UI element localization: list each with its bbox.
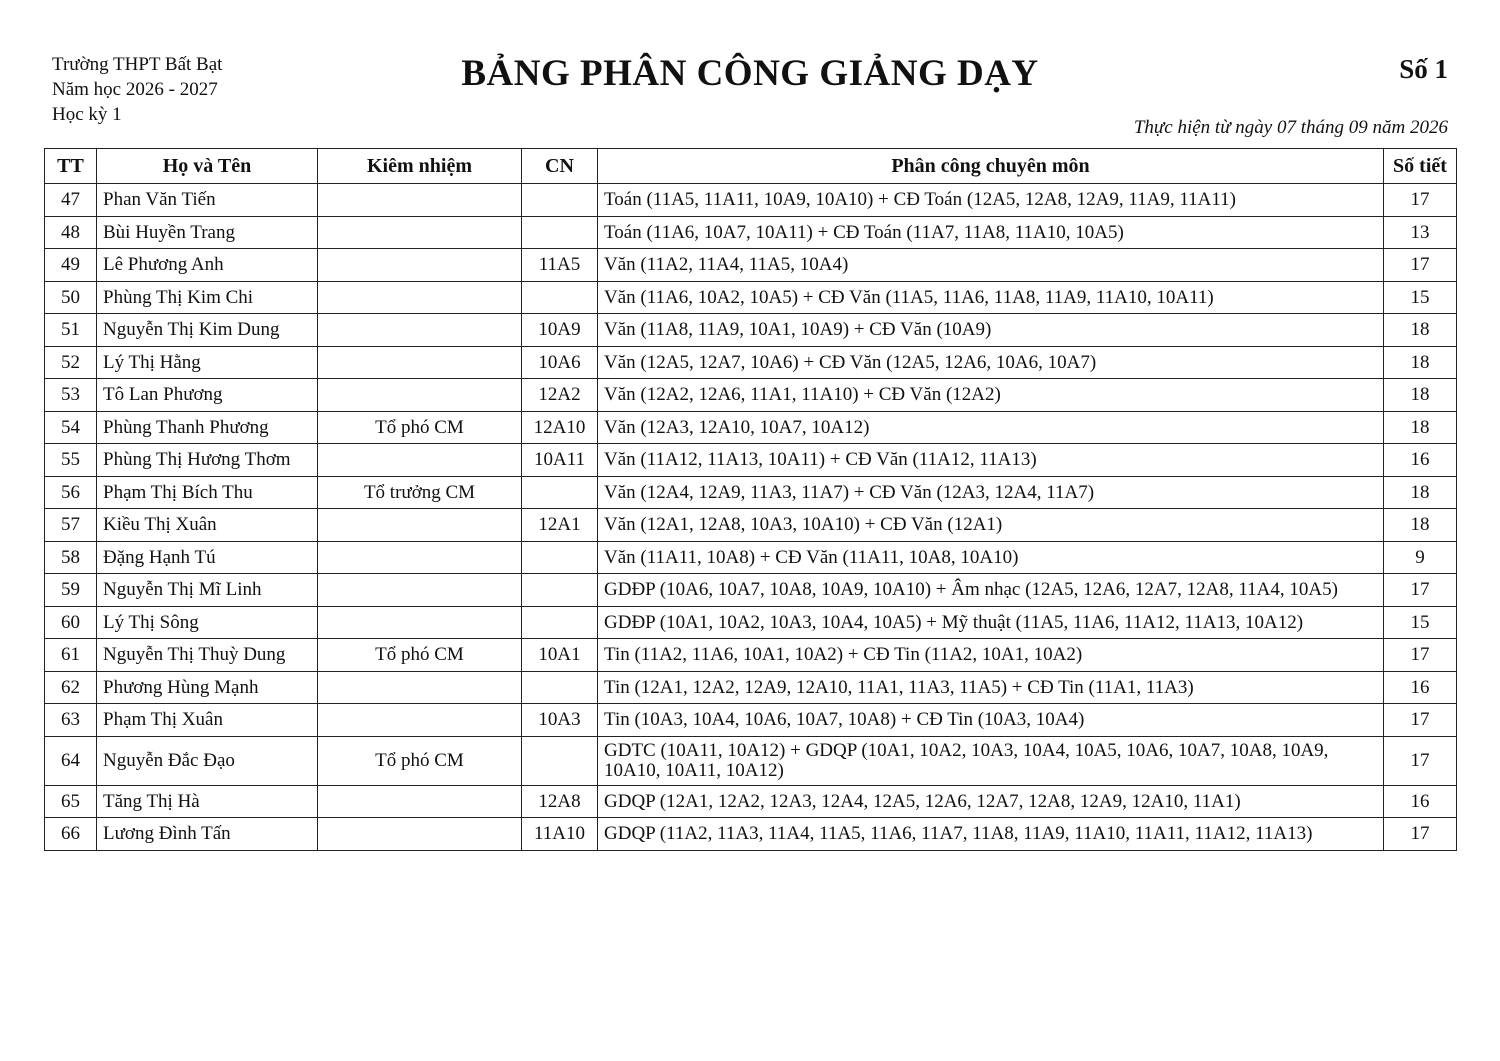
cell-homeroom: 10A11 xyxy=(522,444,598,477)
cell-extra-role: Tổ phó CM xyxy=(318,411,522,444)
cell-name: Nguyễn Thị Thuỳ Dung xyxy=(97,639,318,672)
cell-tt: 55 xyxy=(45,444,97,477)
effective-date: Thực hiện từ ngày 07 tháng 09 năm 2026 xyxy=(1133,117,1448,138)
cell-periods: 18 xyxy=(1384,476,1457,509)
col-header-homeroom: CN xyxy=(522,149,598,184)
cell-extra-role xyxy=(318,509,522,542)
cell-extra-role xyxy=(318,574,522,607)
table-row xyxy=(45,476,1457,509)
cell-extra-role: Tổ trưởng CM xyxy=(318,476,522,509)
table-row xyxy=(45,574,1457,607)
cell-name: Nguyễn Đắc Đạo xyxy=(97,736,318,785)
cell-periods: 17 xyxy=(1384,249,1457,282)
cell-tt: 57 xyxy=(45,509,97,542)
cell-periods: 17 xyxy=(1384,639,1457,672)
cell-assignment: Văn (11A8, 11A9, 10A1, 10A9) + CĐ Văn (10A9) xyxy=(598,314,1384,347)
cell-homeroom xyxy=(522,574,598,607)
cell-periods: 15 xyxy=(1384,281,1457,314)
cell-tt: 54 xyxy=(45,411,97,444)
cell-tt: 50 xyxy=(45,281,97,314)
col-header-name: Họ và Tên xyxy=(97,149,318,184)
cell-homeroom xyxy=(522,736,598,785)
cell-extra-role xyxy=(318,281,522,314)
cell-extra-role xyxy=(318,444,522,477)
table-row xyxy=(45,509,1457,542)
cell-periods: 17 xyxy=(1384,704,1457,737)
cell-periods: 13 xyxy=(1384,216,1457,249)
cell-periods: 17 xyxy=(1384,184,1457,217)
cell-assignment: GDTC (10A11, 10A12) + GDQP (10A1, 10A2, 10A3, 10A4, 10A5, 10A6, 10A7, 10A8, 10A9, 10A10, 10A11, 10A12) xyxy=(598,736,1384,785)
cell-tt: 52 xyxy=(45,346,97,379)
cell-tt: 61 xyxy=(45,639,97,672)
school-name: Trường THPT Bất Bạt xyxy=(52,54,223,75)
cell-assignment: Văn (12A2, 12A6, 11A1, 11A10) + CĐ Văn (12A2) xyxy=(598,379,1384,412)
cell-homeroom xyxy=(522,216,598,249)
cell-assignment: Tin (10A3, 10A4, 10A6, 10A7, 10A8) + CĐ Tin (10A3, 10A4) xyxy=(598,704,1384,737)
school-year: Năm học 2026 - 2027 xyxy=(52,79,218,100)
cell-name: Phương Hùng Mạnh xyxy=(97,671,318,704)
table-row xyxy=(45,216,1457,249)
table-row xyxy=(45,314,1457,347)
col-header-periods: Số tiết xyxy=(1384,149,1457,184)
assignment-table xyxy=(44,148,1457,851)
table-row xyxy=(45,671,1457,704)
semester: Học kỳ 1 xyxy=(52,104,122,125)
cell-homeroom: 10A3 xyxy=(522,704,598,737)
cell-extra-role xyxy=(318,379,522,412)
cell-assignment: Văn (12A4, 12A9, 11A3, 11A7) + CĐ Văn (12A3, 12A4, 11A7) xyxy=(598,476,1384,509)
cell-homeroom: 11A10 xyxy=(522,818,598,851)
cell-tt: 64 xyxy=(45,736,97,785)
cell-name: Tô Lan Phương xyxy=(97,379,318,412)
cell-name: Phùng Thị Kim Chi xyxy=(97,281,318,314)
cell-name: Nguyễn Thị Mĩ Linh xyxy=(97,574,318,607)
table-row xyxy=(45,704,1457,737)
table-row xyxy=(45,379,1457,412)
table-row xyxy=(45,785,1457,818)
cell-extra-role xyxy=(318,184,522,217)
table-row xyxy=(45,818,1457,851)
cell-name: Phan Văn Tiến xyxy=(97,184,318,217)
col-header-tt: TT xyxy=(45,149,97,184)
cell-periods: 17 xyxy=(1384,736,1457,785)
cell-name: Lý Thị Hằng xyxy=(97,346,318,379)
sheet-number: Số 1 xyxy=(1399,54,1448,84)
cell-assignment: Tin (12A1, 12A2, 12A9, 12A10, 11A1, 11A3, 11A5) + CĐ Tin (11A1, 11A3) xyxy=(598,671,1384,704)
cell-tt: 51 xyxy=(45,314,97,347)
cell-periods: 17 xyxy=(1384,818,1457,851)
cell-assignment: Văn (11A12, 11A13, 10A11) + CĐ Văn (11A12, 11A13) xyxy=(598,444,1384,477)
page-title: BẢNG PHÂN CÔNG GIẢNG DẠY xyxy=(461,53,1039,94)
cell-periods: 9 xyxy=(1384,541,1457,574)
cell-tt: 63 xyxy=(45,704,97,737)
cell-assignment: GDĐP (10A6, 10A7, 10A8, 10A9, 10A10) + Âm nhạc (12A5, 12A6, 12A7, 12A8, 11A4, 10A5) xyxy=(598,574,1384,607)
cell-extra-role xyxy=(318,346,522,379)
table-row xyxy=(45,639,1457,672)
cell-homeroom: 10A1 xyxy=(522,639,598,672)
cell-periods: 16 xyxy=(1384,671,1457,704)
cell-extra-role: Tổ phó CM xyxy=(318,639,522,672)
cell-tt: 49 xyxy=(45,249,97,282)
cell-assignment: GDĐP (10A1, 10A2, 10A3, 10A4, 10A5) + Mỹ thuật (11A5, 11A6, 11A12, 11A13, 10A12) xyxy=(598,606,1384,639)
cell-extra-role xyxy=(318,216,522,249)
table-row xyxy=(45,411,1457,444)
cell-periods: 18 xyxy=(1384,411,1457,444)
cell-tt: 59 xyxy=(45,574,97,607)
cell-name: Lý Thị Sông xyxy=(97,606,318,639)
cell-assignment: Văn (11A11, 10A8) + CĐ Văn (11A11, 10A8, 10A10) xyxy=(598,541,1384,574)
cell-periods: 16 xyxy=(1384,444,1457,477)
cell-homeroom: 10A6 xyxy=(522,346,598,379)
table-row xyxy=(45,249,1457,282)
cell-tt: 62 xyxy=(45,671,97,704)
cell-homeroom xyxy=(522,281,598,314)
cell-extra-role xyxy=(318,671,522,704)
cell-homeroom xyxy=(522,671,598,704)
cell-periods: 18 xyxy=(1384,346,1457,379)
cell-extra-role xyxy=(318,818,522,851)
table-row xyxy=(45,606,1457,639)
cell-homeroom: 12A8 xyxy=(522,785,598,818)
cell-tt: 56 xyxy=(45,476,97,509)
cell-extra-role xyxy=(318,785,522,818)
table-row xyxy=(45,736,1457,785)
table-row xyxy=(45,346,1457,379)
cell-assignment: Văn (12A3, 12A10, 10A7, 10A12) xyxy=(598,411,1384,444)
cell-name: Phùng Thanh Phương xyxy=(97,411,318,444)
col-header-extra-role: Kiêm nhiệm xyxy=(318,149,522,184)
cell-name: Kiều Thị Xuân xyxy=(97,509,318,542)
cell-assignment: Toán (11A6, 10A7, 10A11) + CĐ Toán (11A7, 11A8, 11A10, 10A5) xyxy=(598,216,1384,249)
cell-extra-role: Tổ phó CM xyxy=(318,736,522,785)
cell-periods: 18 xyxy=(1384,314,1457,347)
cell-periods: 15 xyxy=(1384,606,1457,639)
cell-name: Đặng Hạnh Tú xyxy=(97,541,318,574)
cell-homeroom xyxy=(522,606,598,639)
table-row xyxy=(45,184,1457,217)
cell-assignment: Văn (11A2, 11A4, 11A5, 10A4) xyxy=(598,249,1384,282)
table-row xyxy=(45,444,1457,477)
cell-periods: 16 xyxy=(1384,785,1457,818)
cell-assignment: Tin (11A2, 11A6, 10A1, 10A2) + CĐ Tin (11A2, 10A1, 10A2) xyxy=(598,639,1384,672)
cell-assignment: Văn (12A5, 12A7, 10A6) + CĐ Văn (12A5, 12A6, 10A6, 10A7) xyxy=(598,346,1384,379)
cell-extra-role xyxy=(318,314,522,347)
cell-tt: 48 xyxy=(45,216,97,249)
cell-name: Phạm Thị Bích Thu xyxy=(97,476,318,509)
cell-tt: 47 xyxy=(45,184,97,217)
cell-assignment: GDQP (11A2, 11A3, 11A4, 11A5, 11A6, 11A7, 11A8, 11A9, 11A10, 11A11, 11A12, 11A13) xyxy=(598,818,1384,851)
cell-name: Bùi Huyền Trang xyxy=(97,216,318,249)
cell-homeroom: 11A5 xyxy=(522,249,598,282)
cell-extra-role xyxy=(318,249,522,282)
cell-periods: 18 xyxy=(1384,379,1457,412)
cell-homeroom xyxy=(522,541,598,574)
cell-tt: 60 xyxy=(45,606,97,639)
cell-name: Phùng Thị Hương Thơm xyxy=(97,444,318,477)
cell-extra-role xyxy=(318,606,522,639)
cell-assignment: Văn (12A1, 12A8, 10A3, 10A10) + CĐ Văn (12A1) xyxy=(598,509,1384,542)
cell-homeroom: 12A1 xyxy=(522,509,598,542)
cell-tt: 66 xyxy=(45,818,97,851)
cell-periods: 17 xyxy=(1384,574,1457,607)
cell-name: Lê Phương Anh xyxy=(97,249,318,282)
cell-tt: 58 xyxy=(45,541,97,574)
cell-homeroom xyxy=(522,184,598,217)
cell-assignment: Văn (11A6, 10A2, 10A5) + CĐ Văn (11A5, 11A6, 11A8, 11A9, 11A10, 10A11) xyxy=(598,281,1384,314)
cell-name: Nguyễn Thị Kim Dung xyxy=(97,314,318,347)
cell-extra-role xyxy=(318,541,522,574)
col-header-assignment: Phân công chuyên môn xyxy=(598,149,1384,184)
cell-tt: 53 xyxy=(45,379,97,412)
cell-assignment: Toán (11A5, 11A11, 10A9, 10A10) + CĐ Toán (12A5, 12A8, 12A9, 11A9, 11A11) xyxy=(598,184,1384,217)
cell-name: Phạm Thị Xuân xyxy=(97,704,318,737)
cell-tt: 65 xyxy=(45,785,97,818)
cell-homeroom: 10A9 xyxy=(522,314,598,347)
cell-name: Lương Đình Tấn xyxy=(97,818,318,851)
cell-periods: 18 xyxy=(1384,509,1457,542)
table-header-row xyxy=(45,149,1457,184)
cell-homeroom xyxy=(522,476,598,509)
table-row xyxy=(45,541,1457,574)
cell-homeroom: 12A2 xyxy=(522,379,598,412)
cell-name: Tăng Thị Hà xyxy=(97,785,318,818)
cell-homeroom: 12A10 xyxy=(522,411,598,444)
cell-assignment: GDQP (12A1, 12A2, 12A3, 12A4, 12A5, 12A6, 12A7, 12A8, 12A9, 12A10, 11A1) xyxy=(598,785,1384,818)
table-row xyxy=(45,281,1457,314)
cell-extra-role xyxy=(318,704,522,737)
